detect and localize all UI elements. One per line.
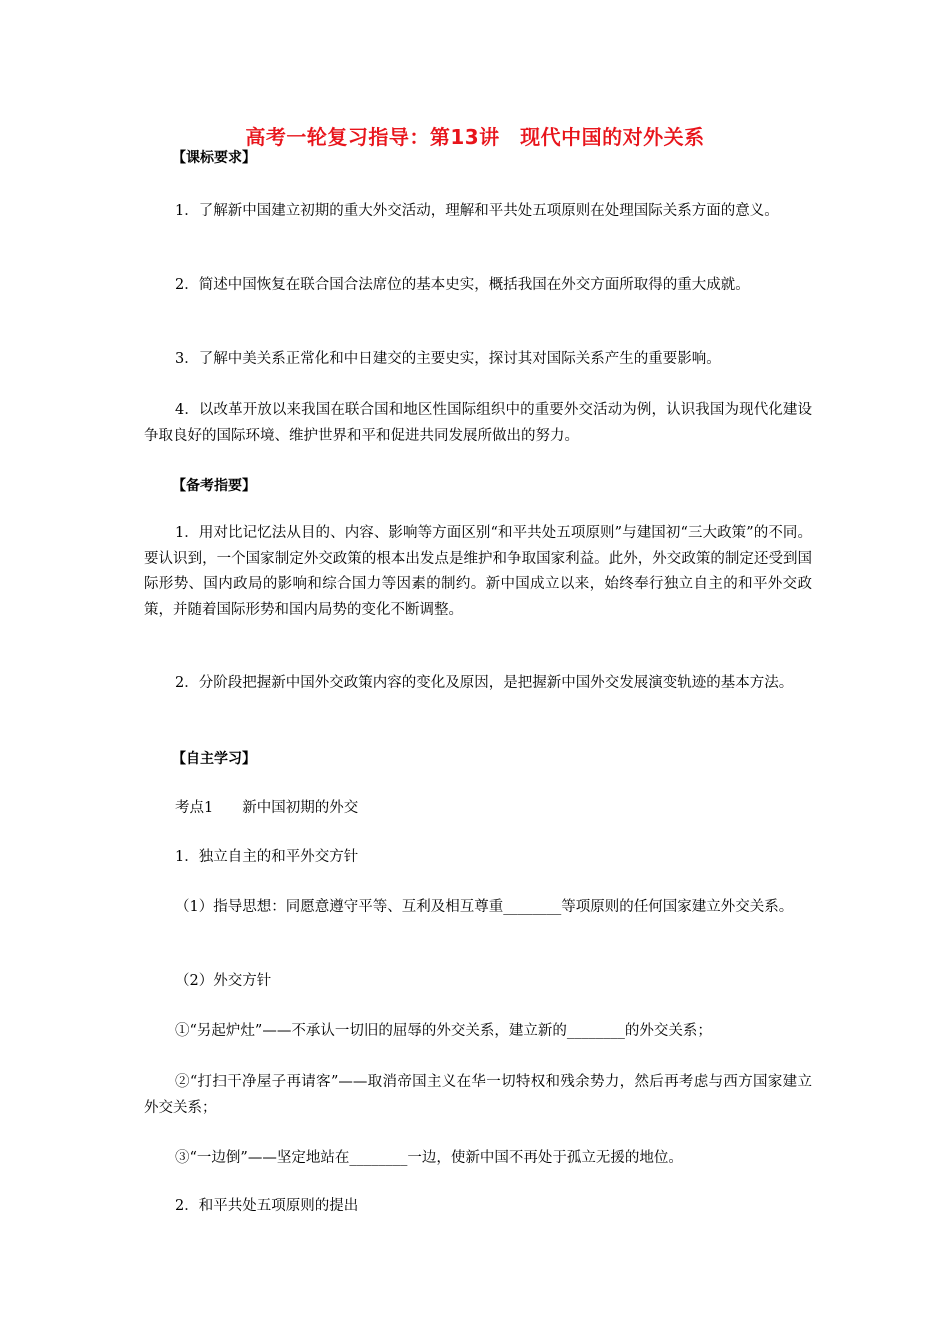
standards-item-2: 2．简述中国恢复在联合国合法席位的基本史实，概括我国在外交方面所取得的重大成就。 [175,277,750,293]
guiding-principle-text: （1）指导思想：同愿意遵守平等、互利及相互尊重________等项原则的任何国家建立外交关系。 [175,899,794,915]
standards-item-1: 1．了解新中国建立初期的重大外交活动，理解和平共处五项原则在处理国际关系方面的意义。 [175,203,779,219]
policy-label: （2）外交方针 [175,973,272,989]
subheading-five-principles: 2．和平共处五项原则的提出 [175,1198,359,1214]
standards-item-4: 4．以改革开放以来我国在联合国和地区性国际组织中的重要外交活动为例，认识我国为现代化建设争取良好的国际环境、维护世界和平和促进共同发展所做出的努力。 [144,402,812,444]
standards-item-3: 3．了解中美关系正常化和中日建交的主要史实，探讨其对国际关系产生的重要影响。 [175,351,721,367]
exam-guide-item-2: 2．分阶段把握新中国外交政策内容的变化及原因，是把握新中国外交发展演变轨迹的基本方法。 [175,675,794,691]
section-heading-standards: 【课标要求】 [172,150,256,166]
topic-title: 考点1 新中国初期的外交 [175,800,359,816]
subheading-peace-policy: 1．独立自主的和平外交方针 [175,849,359,865]
policy-item-3: ③“一边倒”——坚定地站在________一边，使新中国不再处于孤立无援的地位。 [175,1150,683,1166]
policy-item-1: ①“另起炉灶”——不承认一切旧的屈辱的外交关系，建立新的________的外交关系； [175,1023,712,1039]
exam-guide-item-1: 1．用对比记忆法从目的、内容、影响等方面区别“和平共处五项原则”与建国初“三大政策”的不同。要认识到，一个国家制定外交政策的根本出发点是维护和争取国家利益。此外，外交政策的制定还受到国际形势、国内政局的影响和综合国力等因素的制约。新中国成立以来，始终奉行独立自主的和平外交政策，并随着国际形势和国内局势的变化不断调整。 [144,525,812,618]
section-heading-self-study: 【自主学习】 [172,751,256,767]
document-title: 高考一轮复习指导：第13讲 现代中国的对外关系 [245,125,705,149]
section-heading-exam-guide: 【备考指要】 [172,478,256,494]
policy-item-2: ②“打扫干净屋子再请客”——取消帝国主义在华一切特权和残余势力，然后再考虑与西方国家建立外交关系； [144,1074,812,1116]
